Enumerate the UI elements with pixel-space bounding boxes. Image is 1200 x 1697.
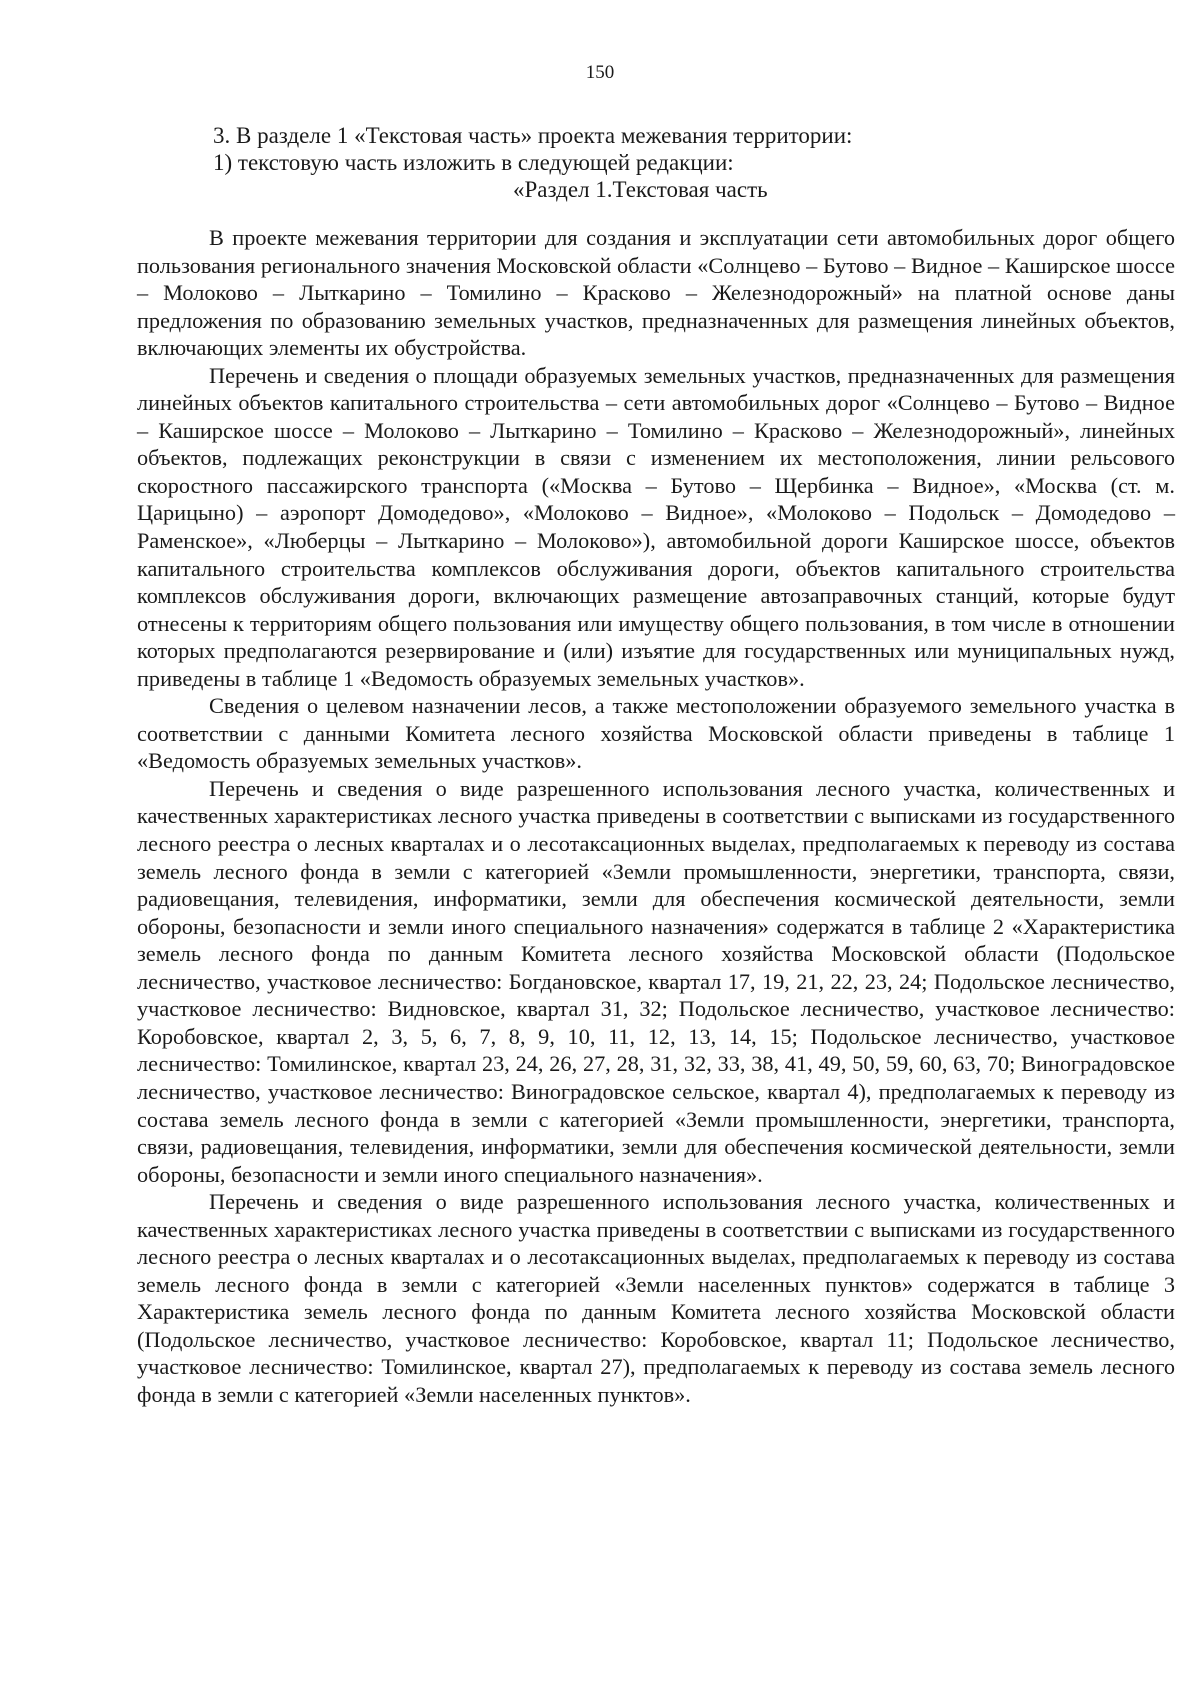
paragraph-3: Сведения о целевом назначении лесов, а также местоположении образуемого земельного участка в соответствии с данными Комитета лесного хозяйства Московской области приведены в таблице 1 «Ведомость образуемых земельных участков». <box>137 693 1175 774</box>
paragraph-2: Перечень и сведения о площади образуемых земельных участков, предназначенных для размещения линейных объектов капитального строительства – сети автомобильных дорог «Солнцево – Бутово – Видное – Каширское шоссе – Молоково – Лыткарино – Томилино – Красково – Железнодорожный», линейных объектов, подлежащих реконструкции в связи с изменением их местоположения, линии рельсового скоростного пассажирского транспорта («Москва – Бутово – Щербинка – Видное», «Москва (ст. м. Царицыно) – аэропорт Домодедово», «Молоково – Видное», «Молоково – Подольск – Домодедово – Раменское», «Люберцы – Лыткарино – Молоково»), автомобильной дороги Каширское шоссе, объектов капитального строительства комплексов обслуживания дороги, объектов капитального строительства комплексов обслуживания дороги, включающих размещение автозаправочных станций, которые будут отнесены к территориям общего пользования или имуществу общего пользования, в том числе в отношении которых предполагаются резервирование и (или) изъятие для государственных или муниципальных нужд, приведены в таблице 1 «Ведомость образуемых земельных участков». <box>137 362 1175 691</box>
amendment-subitem: 1) текстовую часть изложить в следующей редакции: <box>213 150 734 175</box>
amendment-intro <box>213 122 1173 176</box>
page-number: 150 <box>585 62 615 83</box>
paragraph-5: Перечень и сведения о виде разрешенного использования лесного участка, количественных и качественных характеристиках лесного участка приведены в соответствии с выписками из государственного лесного реестра о лесных кварталах и о лесотаксационных выделах, предполагаемых к переводу из состава земель лесного фонда в земли с категорией «Земли населенных пунктов» содержатся в таблице 3 Характеристика земель лесного фонда по данным Комитета лесного хозяйства Московской области (Подольское лесничество, участковое лесничество: Коробовское, квартал 11; Подольское лесничество, участковое лесничество: Томилинское, квартал 27), предполагаемых к переводу из состава земель лесного фонда в земли с категорией «Земли населенных пунктов». <box>137 1189 1175 1407</box>
section-heading: «Раздел 1.Текстовая часть <box>513 177 768 202</box>
amendment-item: 3. В разделе 1 «Текстовая часть» проекта межевания территории: <box>213 123 853 148</box>
paragraph-1: В проекте межевания территории для создания и эксплуатации сети автомобильных дорог общего пользования регионального значения Московской области «Солнцево – Бутово – Видное – Каширское шоссе – Молоково – Лыткарино – Томилино – Красково – Железнодорожный» на платной основе даны предложения по образованию земельных участков, предназначенных для размещения линейных объектов, включающих элементы их обустройства. <box>137 225 1175 361</box>
paragraph-4: Перечень и сведения о виде разрешенного использования лесного участка, количественных и качественных характеристиках лесного участка приведены в соответствии с выписками из государственного лесного реестра о лесных кварталах и о лесотаксационных выделах, предполагаемых к переводу из состава земель лесного фонда в земли с категорией «Земли промышленности, энергетики, транспорта, связи, радиовещания, телевидения, информатики, земли для обеспечения космической деятельности, земли обороны, безопасности и земли иного специального назначения» содержатся в таблице 2 «Характеристика земель лесного фонда по данным Комитета лесного хозяйства Московской области (Подольское лесничество, участковое лесничество: Богдановское, квартал 17, 19, 21, 22, 23, 24; Подольское лесничество, участковое лесничество: Видновское, квартал 31, 32; Подольское лесничество, участковое лесничество: Коробовское, квартал 2, 3, 5, 6, 7, 8, 9, 10, 11, 12, 13, 14, 15; Подольское лесничество, участковое лесничество: Томилинское, квартал 23, 24, 26, 27, 28, 31, 32, 33, 38, 41, 49, 50, 59, 60, 63, 70; Виноградовское лесничество, участковое лесничество: Виноградовское сельское, квартал 4), предполагаемых к переводу из состава земель лесного фонда в земли с категорией «Земли промышленности, энергетики, транспорта, связи, радиовещания, телевидения, информатики, земли для обеспечения космической деятельности, земли обороны, безопасности и земли иного специального назначения». <box>137 775 1175 1187</box>
document-body <box>137 224 1175 1409</box>
